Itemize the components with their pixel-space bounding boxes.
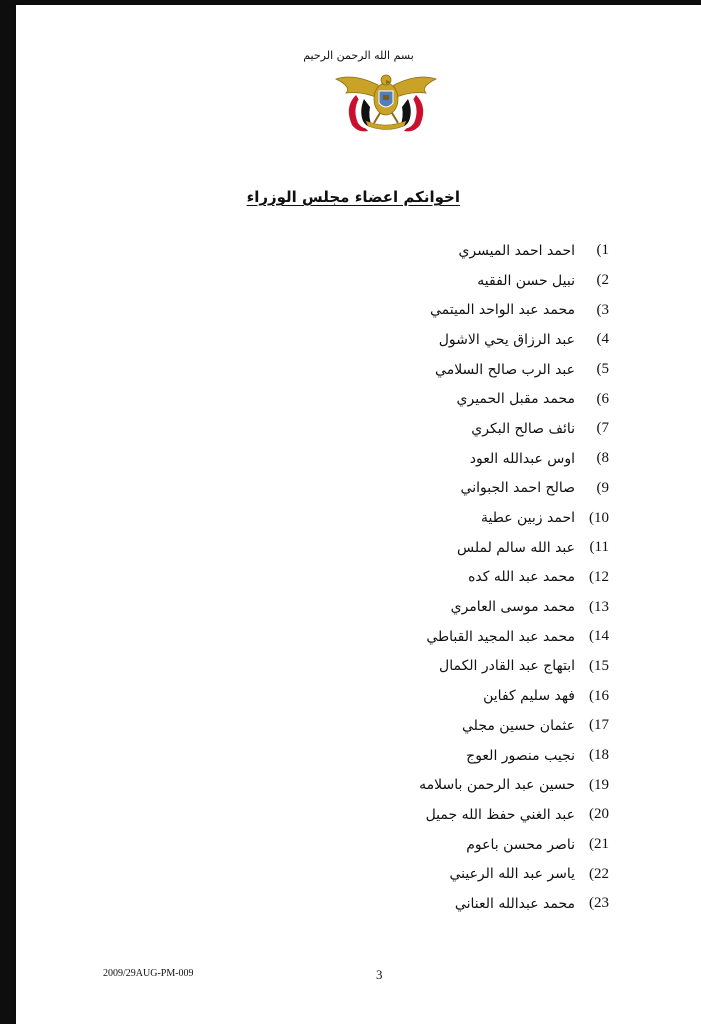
list-item-name: محمد عبد الواحد الميتمي [430,302,575,319]
list-item-number: 20) [589,806,609,823]
list-item-number: 12) [589,568,609,585]
list-item-name: عبد الله سالم لملس [457,539,575,556]
list-item-name: نائف صالح البكري [471,420,575,437]
list-item-name: فهد سليم كفاين [483,688,575,705]
list-item [309,563,609,593]
document-reference-code: 2009/29AUG-PM-009 [103,968,194,979]
list-item [309,474,609,504]
list-item-name: صالح احمد الجبواني [460,480,575,497]
list-item-name: عبد الغني حفظ الله جميل [425,806,575,823]
list-item-number: 6) [596,390,609,407]
page-number: 3 [376,967,383,982]
basmala-text: بسم الله الرحمن الرحيم [303,49,414,62]
list-item [309,711,609,741]
list-item-number: 5) [596,361,609,378]
page-heading: اخوانكم اعضاء مجلس الوزراء [246,188,460,206]
list-item-number: 7) [596,420,609,437]
list-item-number: 18) [589,747,609,764]
list-item-number: 17) [589,717,609,734]
list-item [309,414,609,444]
list-item-number: 9) [596,479,609,496]
list-item-number: 13) [589,598,609,615]
list-item-number: 2) [596,272,609,289]
list-item-name: حسين عبد الرحمن باسلامه [419,777,575,794]
list-item [309,295,609,325]
list-item-number: 3) [596,301,609,318]
list-item-number: 11) [589,539,609,556]
list-item-number: 22) [589,865,609,882]
list-item-name: محمد عبد الله كده [468,569,575,586]
list-item [309,533,609,563]
list-item-name: ياسر عبد الله الرعيني [449,866,575,883]
list-item [309,859,609,889]
list-item [309,266,609,296]
list-item-number: 1) [596,242,609,259]
list-item-name: نجيب منصور العوج [466,747,575,764]
list-item-number: 14) [589,628,609,645]
list-item [309,592,609,622]
list-item-name: ناصر محسن باعوم [466,836,575,853]
list-item [309,355,609,385]
list-item-name: عبد الرب صالح السلامي [435,361,575,378]
yemen-eagle-emblem-icon [334,69,438,137]
document-page [16,5,701,1024]
list-item-number: 21) [589,836,609,853]
list-item [309,681,609,711]
list-item [309,652,609,682]
list-item [309,770,609,800]
list-item-name: عثمان حسين مجلي [462,717,575,734]
list-item-name: نبيل حسن الفقيه [477,272,575,289]
list-item-name: محمد عبدالله العناني [454,895,575,912]
list-item-name: احمد احمد الميسري [458,242,575,259]
list-item-number: 4) [596,331,609,348]
list-item [309,889,609,919]
list-item-number: 10) [589,509,609,526]
list-item [309,503,609,533]
list-item-name: محمد مقبل الحميري [456,391,575,408]
list-item-number: 23) [589,895,609,912]
members-list [309,236,609,919]
list-item-name: اوس عبدالله العود [469,450,575,467]
list-item-name: احمد زبين عطية [481,510,575,527]
list-item [309,830,609,860]
list-item [309,236,609,266]
list-item-name: محمد عبد المجيد القباطي [426,628,575,645]
list-item-name: عبد الرزاق يحي الاشول [438,331,575,348]
list-item [309,741,609,771]
list-item [309,800,609,830]
list-item-number: 19) [589,776,609,793]
list-item-name: ابتهاج عبد القادر الكمال [439,658,575,675]
list-item [309,384,609,414]
list-item-name: محمد موسى العامري [450,599,575,616]
list-item-number: 16) [589,687,609,704]
list-item-number: 8) [596,450,609,467]
list-item [309,444,609,474]
list-item-number: 15) [589,657,609,674]
list-item [309,622,609,652]
list-item [309,325,609,355]
